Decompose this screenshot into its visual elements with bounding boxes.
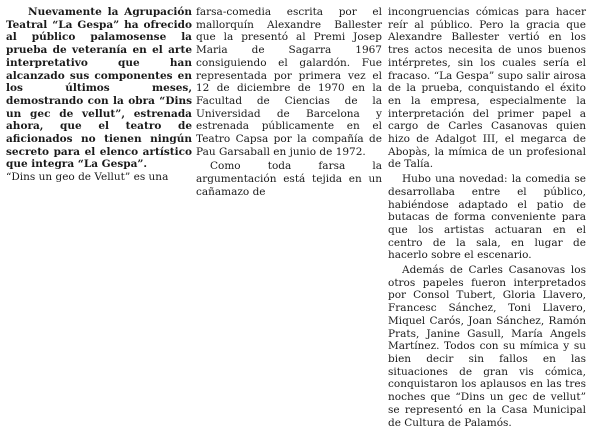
lead-paragraph: Nuevamente la Agrupación Teatral “La Gespa” ha ofrecido al público palamosense la prueba de veteranía en el arte interpretativo que han alcanzado sus componentes en los últimos meses, demostrando con la obra “Dins un gec de vellut”, estrenada ahora, que el teatro de aficionados no tienen ningún secreto para el elenco artístico que integra “La Gespa”. [6,6,192,171]
article-column-1 [6,6,192,184]
body-paragraph: Hubo una novedad: la comedia se desarrollaba entre el público, habiéndose adaptado el patio de butacas de forma conveniente para que los artistas actuaran en el centro de la sala, en lugar de hacerlo sobre el escenario. [388,173,586,262]
article-column-3 [388,6,586,429]
body-paragraph: “Dins un geo de Vellut” es una [6,171,169,184]
body-paragraph: farsa-comedia escrita por el mallorquín Alexandre Ballester que la presentó al Premi Josep Maria de Sagarra 1967 consiguiendo el galardón. Fue representada por primera vez el 12 de diciembre de 1970 en la Facultad de Ciencias de la Universidad de Barcelona y estrenada públicamente en el Teatro Capsa por la compañía de Pau Garsaball en junio de 1972. [196,6,382,158]
article-column-2 [196,6,382,199]
body-paragraph: Como toda farsa la argumentación está tejida en un cañamazo de [196,160,382,198]
body-paragraph: Además de Carles Casanovas los otros papeles fueron interpretados por Consol Tubert, Gloria Llavero, Francesc Sánchez, Toni Llavero, Miquel Carós, Joan Sánchez, Ramón Prats, Janine Gasull, María Angels Martínez. Todos con su mímica y su bien decir sin fallos en las situaciones de gran vis cómica, conquistaron los aplausos en las tres noches que “Dins un gec de vellut” se representó en la Casa Municipal de Cultura de Palamós. [388,264,586,429]
body-paragraph: incongruencias cómicas para hacer reír al público. Pero la gracia que Alexandre Ballester vertió en los tres actos necesita de unos buenos intérpretes, sin los cuales sería el fracaso. “La Gespa” supo salir airosa de la prueba, conquistando el éxito en la empresa, especialmente la interpretación del primer papel a cargo de Carles Casanovas quien hizo de Adalgot III, el megarca de Abopàs, la mímica de un profesional de Talía. [388,6,586,171]
